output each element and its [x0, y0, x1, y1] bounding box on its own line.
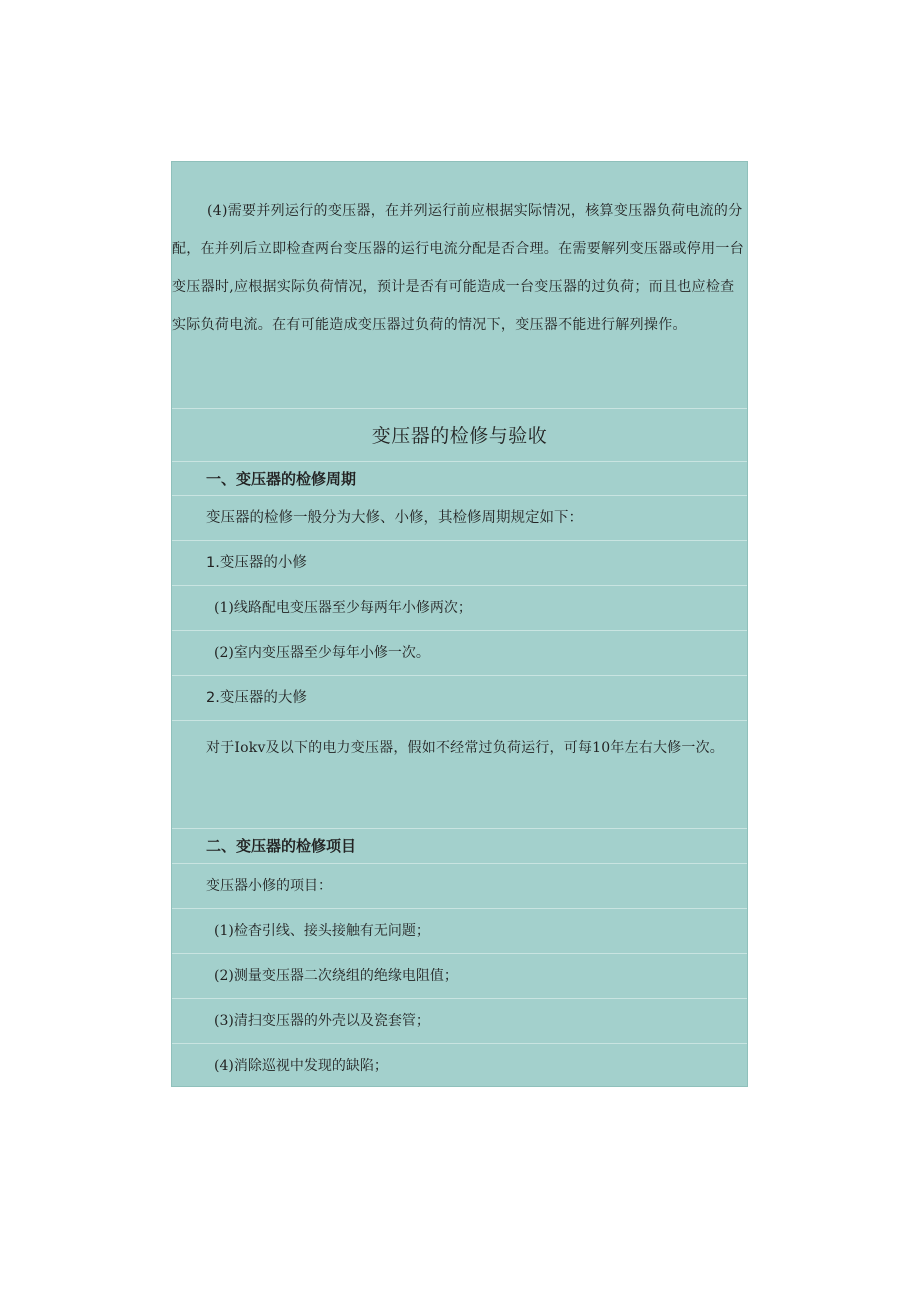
minor-item: (2)室内变压器至少每年小修一次。 [214, 645, 430, 661]
section1-heading-row [172, 461, 747, 495]
document-panel [171, 161, 748, 1087]
section2-item-row [172, 1043, 747, 1086]
section2-lead-row [172, 863, 747, 908]
section1-heading: 一、变压器的检修周期 [206, 470, 357, 488]
section1-lead: 变压器的检修一般分为大修、小修，其检修周期规定如下： [206, 510, 583, 526]
major-heading-row [172, 675, 747, 720]
section2-heading-row [172, 828, 747, 863]
minor-item-row [172, 630, 747, 675]
major-repair-heading: 2.变压器的大修 [206, 690, 307, 706]
section1-lead-row [172, 495, 747, 540]
section2-heading: 二、变压器的检修项目 [206, 837, 357, 855]
document-title: 变压器的检修与验收 [371, 425, 548, 447]
inspection-item: (2)测量变压器二次绕组的绝缘电阻值； [214, 968, 458, 984]
title-row [172, 408, 747, 461]
inspection-item: (3)清扫变压器的外壳以及瓷套管； [214, 1013, 430, 1029]
section2-item-row [172, 953, 747, 998]
section2-lead: 变压器小修的项目： [206, 878, 332, 894]
minor-item: (1)线路配电变压器至少每两年小修两次； [214, 600, 472, 616]
major-repair-text: 对于Iokv及以下的电力变压器，假如不经常过负荷运行，可每10年左右大修一次。 [206, 740, 724, 756]
inspection-item: (1)检杳引线、接头接触有无问题； [214, 923, 430, 939]
inspection-item: (4)消除巡视中发现的缺陷； [214, 1058, 388, 1074]
major-text-row [172, 720, 747, 828]
section2-item-row [172, 998, 747, 1043]
intro-row [172, 162, 747, 408]
intro-paragraph: (4)需要并列运行的变压器，在并列运行前应根据实际情况，核算变压器负荷电流的分配，在并列后立即检查两台变压器的运行电流分配是否合理。在需要解列变压器或停用一台变压器时,应根据实际负荷情况，预计是否有可能造成一台变压器的过负荷；而且也应检查实际负荷电流。在有可能造成变压器过负荷的情况下，变压器不能进行解列操作。 [172, 203, 744, 333]
minor-heading-row [172, 540, 747, 585]
minor-repair-heading: 1.变压器的小修 [206, 555, 307, 571]
section2-item-row [172, 908, 747, 953]
minor-item-row [172, 585, 747, 630]
